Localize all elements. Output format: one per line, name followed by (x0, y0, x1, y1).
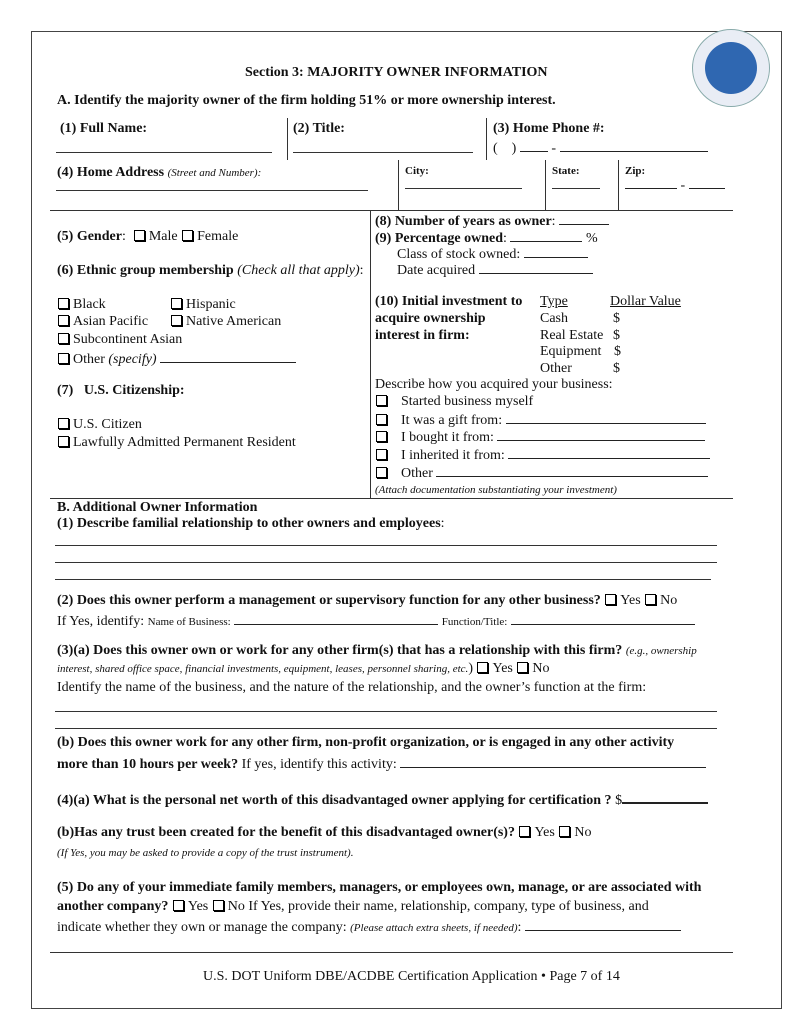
full-name-label: (1) Full Name: (60, 121, 148, 136)
type-cash: Cash (540, 311, 568, 326)
q3a-identify-label: Identify the name of the business, and the nature of the relationship, and the owner’s function at the firm: (57, 680, 647, 695)
q4b-note: (If Yes, you may be asked to provide a copy of the trust instrument). (57, 847, 354, 859)
q3a-row-2: interest, shared office space, financial investments, equipment, leases, personnel sharing, etc.) Yes No (57, 661, 550, 676)
dollar-value-header: Dollar Value (610, 294, 681, 309)
q5-no-checkbox[interactable] (213, 900, 224, 911)
type-equipment: Equipment (540, 344, 602, 359)
ethnic-subcontinent-asian[interactable]: Subcontinent Asian (57, 331, 182, 348)
page-footer: U.S. DOT Uniform DBE/ACDBE Certification Application • Page 7 of 14 (203, 969, 620, 984)
q4b-row: (b)Has any trust been created for the benefit of this disadvantaged owner(s)? Yes No (57, 825, 592, 840)
ethnic-native-american[interactable]: Native American (170, 313, 281, 330)
dot-seal-logo (692, 29, 770, 107)
ethnic-hispanic[interactable]: Hispanic (170, 296, 236, 313)
q2-yes-checkbox[interactable] (605, 594, 616, 605)
acquire-started[interactable]: Started business myself (375, 393, 533, 410)
class-stock-row[interactable]: Class of stock owned: (397, 244, 588, 263)
acquire-other[interactable]: Other (375, 463, 708, 482)
part-b-heading: B. Additional Owner Information (57, 500, 258, 515)
zip-label: Zip: (625, 165, 646, 177)
equipment-value[interactable]: $ (614, 344, 621, 359)
attach-note: (Attach documentation substantiating your investment) (375, 484, 617, 496)
citizen-us[interactable]: U.S. Citizen (57, 416, 142, 433)
other-value[interactable]: $ (613, 361, 620, 376)
ethnic-label: (6) Ethnic group membership (Check all that apply): (57, 263, 364, 278)
title-field[interactable] (293, 152, 473, 153)
q4b-yes-checkbox[interactable] (519, 826, 530, 837)
q1-line-1[interactable] (55, 545, 717, 546)
city-field[interactable] (405, 188, 522, 189)
home-phone-label: (3) Home Phone #: (493, 121, 605, 136)
type-other: Other (540, 361, 572, 376)
type-header: Type (540, 294, 568, 309)
q3b-row-2[interactable]: more than 10 hours per week? If yes, identify this activity: (57, 754, 706, 773)
pct-owned-row[interactable]: (9) Percentage owned: % (375, 228, 598, 247)
initial-investment-label-3: interest in firm: (375, 328, 470, 343)
q2-row: (2) Does this owner perform a management or supervisory function for any other business? Yes No (57, 593, 678, 608)
q4a-row[interactable]: (4)(a) What is the personal net worth of this disadvantaged owner applying for certification ? $ (57, 789, 708, 809)
female-checkbox[interactable] (182, 230, 193, 241)
initial-investment-label: (10) Initial investment to (375, 294, 523, 309)
ethnic-black[interactable]: Black (57, 296, 106, 313)
q5-row-3[interactable]: indicate whether they own or manage the company: (Please attach extra sheets, if needed): (57, 917, 681, 937)
q1-line-3[interactable] (55, 579, 711, 580)
full-name-field[interactable] (56, 152, 272, 153)
citizen-permanent-resident[interactable]: Lawfully Admitted Permanent Resident (57, 434, 296, 451)
q2-ifyes-row[interactable]: If Yes, identify: Name of Business: Function/Title: (57, 611, 695, 631)
acquire-gift[interactable]: It was a gift from: (375, 410, 706, 429)
q3a-no-checkbox[interactable] (517, 662, 528, 673)
type-real-estate: Real Estate (540, 328, 604, 343)
city-label: City: (405, 165, 429, 177)
q5-row-2: another company? Yes No If Yes, provide their name, relationship, company, type of business, and (57, 899, 649, 914)
state-field[interactable] (552, 188, 600, 189)
title-label: (2) Title: (293, 121, 345, 136)
home-phone-field[interactable]: ( ) - (493, 138, 708, 157)
part-a-heading: A. Identify the majority owner of the firm holding 51% or more ownership interest. (57, 93, 556, 108)
q5-yes-checkbox[interactable] (173, 900, 184, 911)
q1-line-2[interactable] (55, 562, 717, 563)
home-address-field[interactable] (56, 190, 368, 191)
q2-no-checkbox[interactable] (645, 594, 656, 605)
state-label: State: (552, 165, 580, 177)
q1-label: (1) Describe familial relationship to other owners and employees: (57, 516, 445, 531)
q3a-line-2[interactable] (55, 728, 717, 729)
zip-field[interactable]: - (625, 175, 725, 194)
home-address-label: (4) Home Address (Street and Number): (57, 165, 262, 180)
gender-row: (5) Gender: Male Female (57, 229, 239, 244)
acquire-inherited[interactable]: I inherited it from: (375, 445, 710, 464)
cash-value[interactable]: $ (613, 311, 620, 326)
q5-label: (5) Do any of your immediate family members, managers, or employees own, manage, or are associated with (57, 880, 702, 895)
real-estate-value[interactable]: $ (613, 328, 620, 343)
citizenship-label: (7) U.S. Citizenship: (57, 383, 185, 398)
initial-investment-label-2: acquire ownership (375, 311, 486, 326)
section-title: Section 3: MAJORITY OWNER INFORMATION (245, 65, 548, 80)
describe-acquired-label: Describe how you acquired your business: (375, 377, 613, 392)
q4b-no-checkbox[interactable] (559, 826, 570, 837)
q3b-label: (b) Does this owner work for any other firm, non-profit organization, or is engaged in any other activity (57, 735, 675, 750)
male-checkbox[interactable] (134, 230, 145, 241)
ethnic-asian-pacific[interactable]: Asian Pacific (57, 313, 148, 330)
years-owner-row[interactable]: (8) Number of years as owner: (375, 211, 609, 230)
date-acquired-row[interactable]: Date acquired (397, 260, 593, 279)
q3a-yes-checkbox[interactable] (477, 662, 488, 673)
ethnic-other[interactable]: Other (specify) (57, 349, 296, 368)
q3a-line-1[interactable] (55, 711, 717, 712)
acquire-bought[interactable]: I bought it from: (375, 427, 705, 446)
q3a-row: (3)(a) Does this owner own or work for any other firm(s) that has a relationship with this firm? (e.g., ownership (57, 643, 697, 658)
